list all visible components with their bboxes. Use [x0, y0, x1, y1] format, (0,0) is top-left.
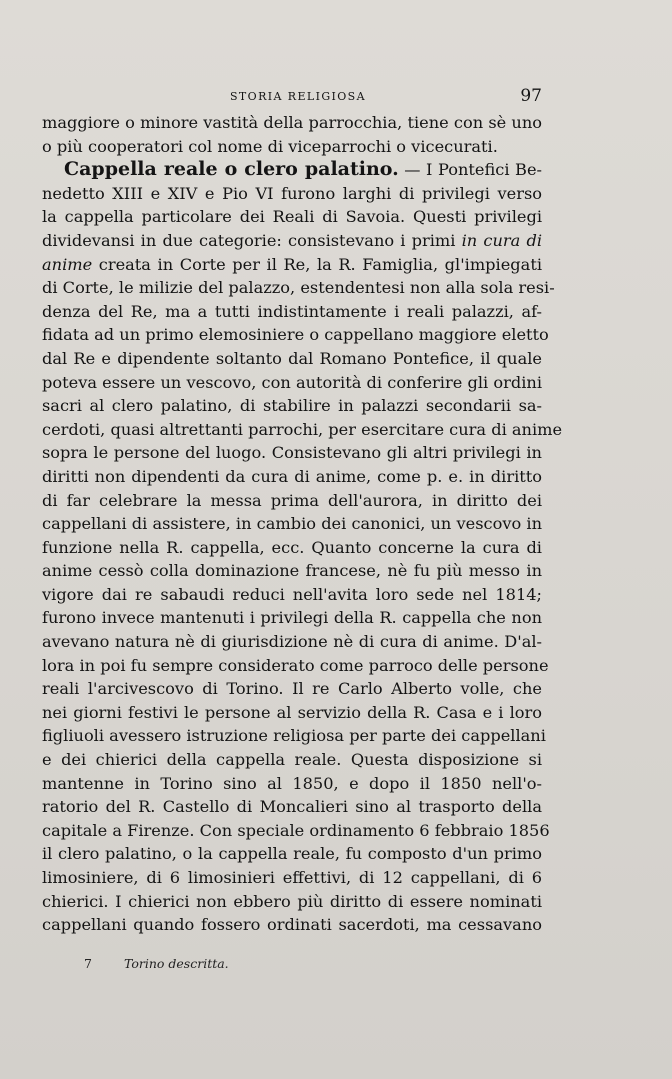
text-fragment: — I Pontefici Be- [398, 160, 542, 180]
text-line [42, 229, 542, 253]
text-line: sacri al clero palatino, di stabilire in palazzi secondarii sa- [42, 396, 542, 416]
text-line: ratorio del R. Castello di Moncalieri sino al trasporto della [42, 797, 542, 817]
text-line: nei giorni festivi le persone al servizio della R. Casa e i loro [42, 702, 542, 722]
text-line: denza del Re, ma a tutti indistintamente i reali palazzi, af- [42, 301, 542, 321]
text-line: cerdoti, quasi altrettanti parrochi, per esercitare cura di anime [42, 419, 563, 439]
text-line: limosiniere, di 6 limosinieri effettivi, di 12 cappellani, di 6 [42, 868, 542, 887]
text-line: poteva essere un vescovo, con autorità di conferire gli ordini [42, 372, 542, 392]
text-line: o più cooperatori col nome di viceparrochi o vicecurati. [42, 136, 498, 156]
text-line: reali l'arcivescovo di Torino. Il re Carlo Alberto volle, che [42, 679, 542, 699]
text-line [42, 253, 542, 277]
italic-phrase: in cura di [461, 230, 542, 250]
book-title: Torino descritta. [123, 956, 229, 971]
text-line: figliuoli avessero istruzione religiosa per parte dei cappellani [42, 726, 546, 746]
text-line: mantenne in Torino sino al 1850, e dopo il 1850 nell'o- [42, 773, 542, 793]
text-line: nedetto XIII e XIV e Pio VI furono larghi di privilegi verso [42, 183, 542, 203]
text-fragment: creata in Corte per il Re, la R. Famiglia, gl'impiegati [92, 254, 542, 274]
text-line: cappellani di assistere, in cambio dei canonici, un vescovo in [42, 514, 542, 534]
text-line: capitale a Firenze. Con speciale ordinamento 6 febbraio 1856 [42, 820, 550, 840]
text-line: di Corte, le milizie del palazzo, estendentesi non alla sola resi- [42, 278, 555, 298]
text-line: furono invece mantenuti i privilegi della R. cappella che non [42, 608, 542, 628]
text-line: maggiore o minore vastità della parrocchia, tiene con sè uno [42, 113, 542, 132]
text-line: anime cessò colla dominazione francese, nè fu più messo in [42, 561, 542, 581]
text-line: la cappella particolare dei Reali di Savoia. Questi privilegi [42, 207, 542, 227]
text-line: diritti non dipendenti da cura di anime, come p. e. in diritto [42, 466, 542, 486]
page-number: 97 [520, 86, 542, 106]
signature-number: 7 [84, 956, 92, 971]
text-fragment: dividevansi in due categorie: consistevano i primi [42, 230, 462, 250]
text-line: e dei chierici della cappella reale. Questa disposizione si [42, 750, 542, 770]
text-line: fidata ad un primo elemosiniere o cappellano maggiore eletto [42, 325, 549, 345]
italic-phrase: anime [42, 254, 93, 274]
text-line: cappellani quando fossero ordinati sacerdoti, ma cessavano [42, 915, 542, 935]
text-line: il clero palatino, o la cappella reale, fu composto d'un primo [42, 844, 542, 864]
text-line: lora in poi fu sempre considerato come parroco delle persone [42, 655, 549, 675]
page-footer [84, 956, 229, 971]
text-line: funzione nella R. cappella, ecc. Quanto concerne la cura di [42, 537, 542, 557]
section-title: STORIA RELIGIOSA [230, 90, 366, 103]
text-line: dal Re e dipendente soltanto dal Romano Pontefice, il quale [42, 348, 542, 368]
text-line: vigore dai re sabaudi reduci nell'avita loro sede nel 1814; [42, 584, 542, 604]
text-line: di far celebrare la messa prima dell'aurora, in diritto dei [42, 490, 542, 510]
text-line [42, 158, 542, 182]
text-line: chierici. I chierici non ebbero più diritto di essere nominati [42, 891, 542, 911]
section-heading: Cappella reale o clero palatino. [64, 158, 399, 181]
body-text [42, 111, 563, 937]
running-head [42, 84, 542, 108]
text-line: avevano natura nè di giurisdizione nè di cura di anime. D'al- [42, 632, 542, 652]
text-line: sopra le persone del luogo. Consistevano gli altri privilegi in [42, 443, 542, 463]
